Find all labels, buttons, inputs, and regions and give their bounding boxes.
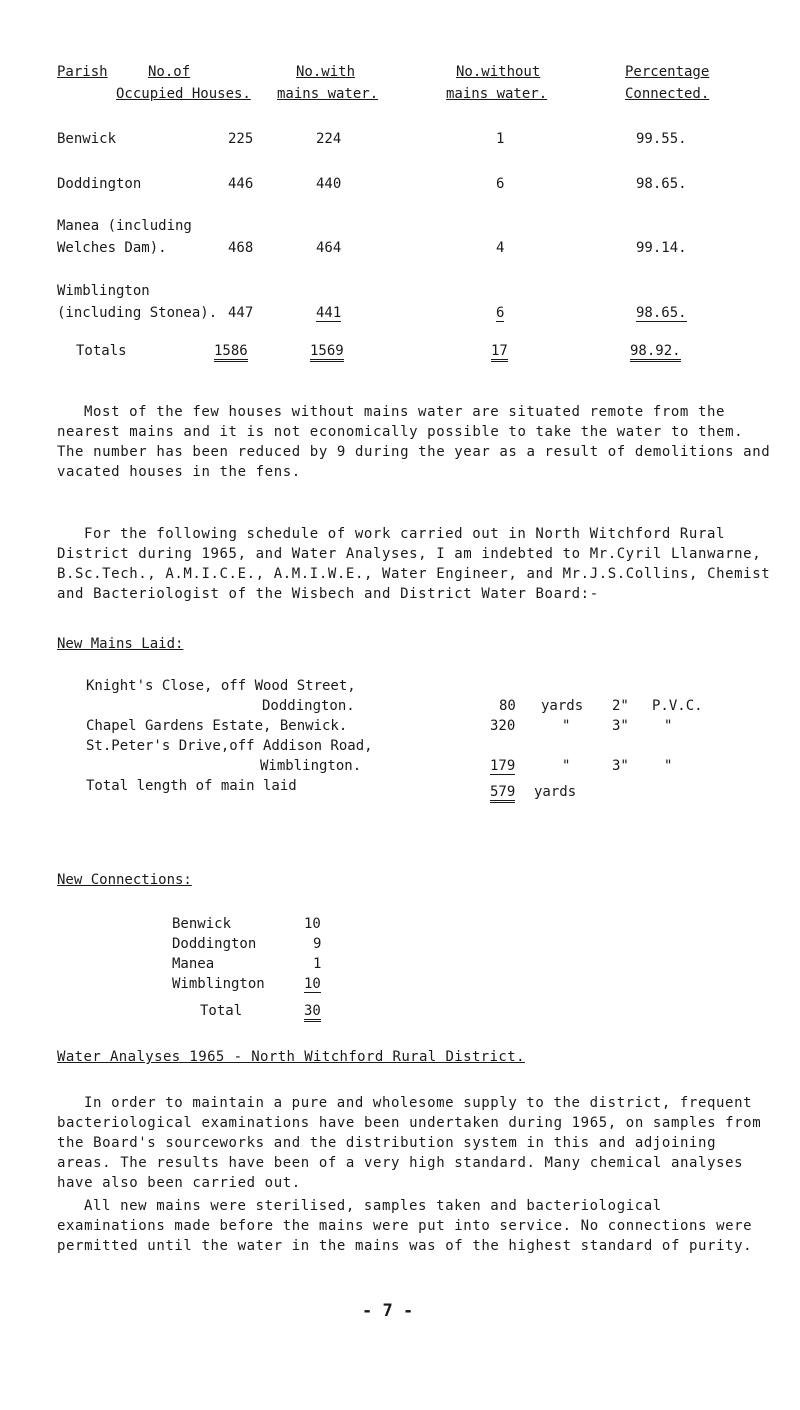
main-material: P.V.C.: [652, 698, 703, 714]
main-size: 3": [612, 758, 629, 774]
header-percentage-line1: Percentage: [625, 64, 710, 80]
row-houses: 468: [228, 240, 254, 256]
new-connections-heading: New Connections:: [57, 872, 192, 888]
row-percentage: 98.65.: [636, 176, 687, 192]
main-quantity-value: 179: [490, 758, 516, 774]
row-parish: Manea (including: [57, 218, 192, 234]
paragraph-acknowledgement: For the following schedule of work carried out in North Witchford Rural District during 1965, and Water Analyses, I am indebted to Mr.Cyril Llanwarne, B.Sc.Tech., A.M.I.C.E., A.M.I.W.E., Water Engineer, and Mr.J.S.Collins, Chemist and Bacteriologist of the Wisbech and District Water Board:-: [57, 526, 771, 602]
connections-total-value: 30: [304, 1003, 321, 1022]
row-with: 224: [316, 131, 342, 147]
water-analyses-heading: Water Analyses 1965 - North Witchford Rural District.: [57, 1049, 525, 1065]
header-without-line2: mains water.: [446, 86, 548, 102]
totals-houses-value: 1586: [214, 343, 248, 362]
row-parish-line2: Welches Dam).: [57, 240, 167, 256]
main-location: Knight's Close, off Wood Street,: [86, 678, 356, 694]
main-location-line2: Doddington.: [262, 698, 355, 714]
row-parish-line2: (including Stonea).: [57, 305, 218, 321]
connection-count: [304, 976, 321, 993]
totals-label: Totals: [76, 343, 127, 359]
main-quantity: [490, 758, 515, 775]
main-unit: ": [562, 718, 571, 734]
row-percentage: 99.14.: [636, 240, 687, 256]
connections-total-label: Total: [200, 1003, 243, 1019]
connection-parish: Wimblington: [172, 976, 265, 992]
row-parish: Benwick: [57, 131, 117, 147]
row-percentage: [636, 305, 687, 322]
page-number: - 7 -: [362, 1301, 414, 1321]
main-size: 3": [612, 718, 629, 734]
totals-without-value: 17: [491, 343, 508, 362]
mains-total-label: Total length of main laid: [86, 778, 297, 794]
paragraph-mains-sterilised: All new mains were sterilised, samples taken and bacteriological examinations made before the mains were put into service. No connections were permitted until the water in the mains was of the highest standard of purity.: [57, 1198, 753, 1254]
main-location: Chapel Gardens Estate, Benwick.: [86, 718, 348, 734]
row-without: [496, 305, 504, 322]
main-location-line2: Wimblington.: [260, 758, 362, 774]
row-without: 6: [496, 176, 505, 192]
main-location: St.Peter's Drive,off Addison Road,: [86, 738, 373, 754]
row-houses: 447: [228, 305, 254, 321]
header-with-line2: mains water.: [277, 86, 379, 102]
mains-total-quantity: [490, 784, 515, 803]
mains-total-quantity-value: 579: [490, 784, 515, 803]
main-quantity: 80: [499, 698, 516, 714]
main-material: ": [664, 718, 673, 734]
row-without: 1: [496, 131, 505, 147]
connection-count-value: 10: [304, 976, 321, 992]
main-unit: yards: [541, 698, 584, 714]
totals-with: [310, 343, 344, 362]
header-percentage-line2: Connected.: [625, 86, 710, 102]
row-with: 464: [316, 240, 342, 256]
row-without-value: 6: [496, 305, 505, 321]
row-with-value: 441: [316, 305, 342, 321]
header-without-line1: No.without: [456, 64, 541, 80]
mains-total-unit: yards: [534, 784, 577, 800]
row-houses: 446: [228, 176, 254, 192]
connection-count: 1: [313, 956, 322, 972]
connection-count: 10: [304, 916, 321, 932]
totals-houses: [214, 343, 248, 362]
connection-parish: Benwick: [172, 916, 232, 932]
main-material: ": [664, 758, 673, 774]
header-occupied-line2: Occupied Houses.: [116, 86, 251, 102]
row-parish: Doddington: [57, 176, 142, 192]
row-percentage-value: 98.65.: [636, 305, 687, 321]
main-unit: ": [562, 758, 571, 774]
row-percentage: 99.55.: [636, 131, 687, 147]
row-parish: Wimblington: [57, 283, 150, 299]
totals-percentage: [630, 343, 681, 362]
row-with: [316, 305, 341, 322]
totals-percentage-value: 98.92.: [630, 343, 681, 362]
row-houses: 225: [228, 131, 254, 147]
row-with: 440: [316, 176, 342, 192]
main-size: 2": [612, 698, 629, 714]
header-with-line1: No.with: [296, 64, 356, 80]
row-without: 4: [496, 240, 505, 256]
header-parish: Parish: [57, 64, 108, 80]
paragraph-bacteriological-examinations: In order to maintain a pure and wholesome supply to the district, frequent bacteriological examinations have been undertaken during 1965, on samples from the Board's sourceworks and the distribution system in this and adjoining areas. The results have been of a very high standard. Many chemical analyses have also been carried out.: [57, 1095, 762, 1191]
connections-total: [304, 1003, 321, 1022]
new-mains-heading: New Mains Laid:: [57, 636, 184, 652]
connection-parish: Manea: [172, 956, 215, 972]
totals-with-value: 1569: [310, 343, 344, 362]
connection-count: 9: [313, 936, 322, 952]
connection-parish: Doddington: [172, 936, 257, 952]
header-occupied-line1: No.of: [148, 64, 191, 80]
main-quantity: 320: [490, 718, 516, 734]
paragraph-houses-without-mains: Most of the few houses without mains water are situated remote from the nearest mains and it is not economically possible to take the water to them. The number has been reduced by 9 during the year as a result of demolitions and vacated houses in the fens.: [57, 404, 771, 480]
totals-without: [491, 343, 508, 362]
